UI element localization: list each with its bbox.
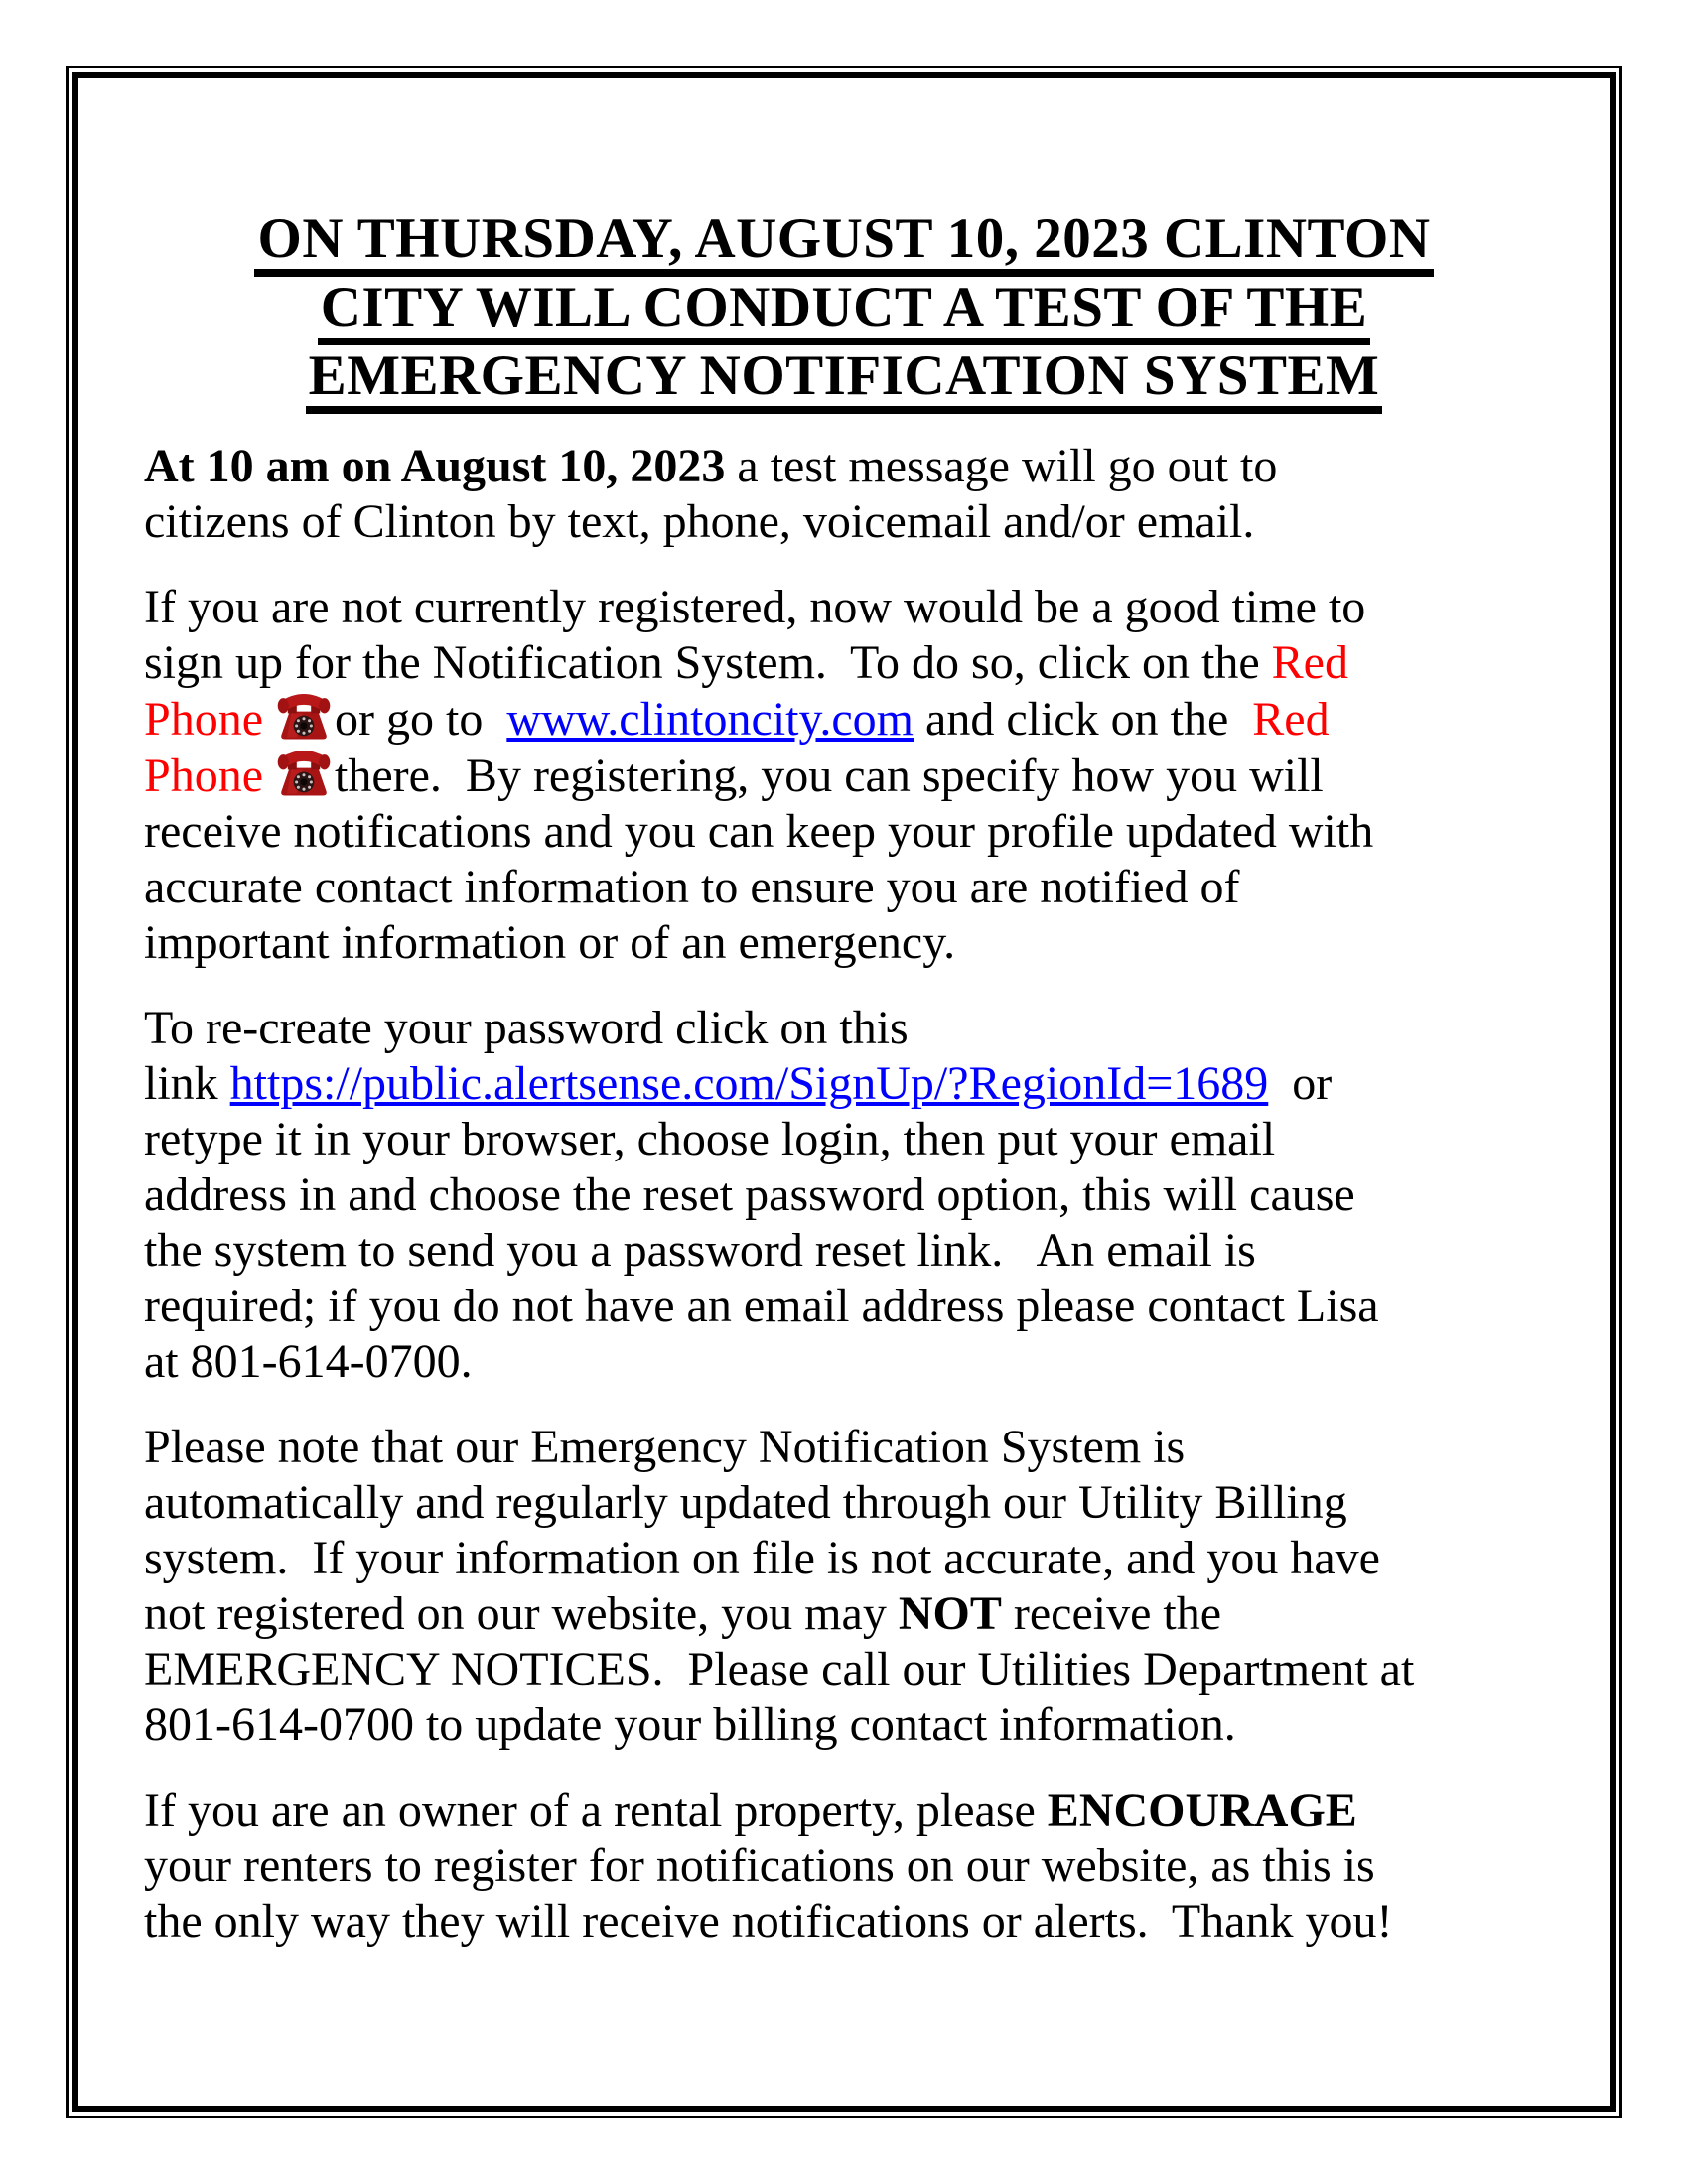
- text-line: [144, 1167, 1544, 1223]
- body-text: address in and choose the reset password option, this will cause: [144, 1168, 1355, 1221]
- text-line: [144, 1420, 1544, 1475]
- text-line: [144, 1223, 1544, 1279]
- text-line: [144, 635, 1544, 691]
- text-line: [144, 691, 1544, 748]
- body-text: the system to send you a password reset link. An email is: [144, 1224, 1256, 1277]
- body-text: there. By registering, you can specify how you will: [335, 750, 1324, 802]
- alertsense-link[interactable]: https://public.alertsense.com/SignUp/?RegionId=1689: [229, 1057, 1269, 1110]
- body-text: automatically and regularly updated through our Utility Billing: [144, 1476, 1347, 1529]
- document-body: [144, 207, 1544, 1979]
- body-text: citizens of Clinton by text, phone, voicemail and/or email.: [144, 495, 1255, 548]
- body-text: receive the: [1001, 1587, 1222, 1640]
- text-line: [144, 1642, 1544, 1698]
- bold-text: NOT: [898, 1587, 1002, 1640]
- title-line-text: CITY WILL CONDUCT A TEST OF THE: [318, 279, 1371, 345]
- text-line: [144, 1839, 1544, 1894]
- document-title: [144, 207, 1544, 414]
- paragraph-intro: [144, 439, 1544, 550]
- red-phone-icon: [277, 748, 331, 799]
- text-line: [144, 1894, 1544, 1950]
- paragraph-password-reset: [144, 1001, 1544, 1390]
- title-line: [144, 344, 1544, 414]
- text-line: [144, 1056, 1544, 1112]
- body-text: Please note that our Emergency Notification System is: [144, 1421, 1186, 1473]
- text-line: [144, 1475, 1544, 1531]
- body-text: a test message will go out to: [725, 440, 1278, 492]
- body-text: retype it in your browser, choose login, then put your email: [144, 1113, 1276, 1165]
- body-text: EMERGENCY NOTICES. Please call our Utilities Department at: [144, 1643, 1415, 1696]
- title-line: [144, 207, 1544, 277]
- red-text: Red: [1271, 636, 1348, 689]
- red-text: Phone: [144, 693, 275, 746]
- body-text: receive notifications and you can keep your profile updated with: [144, 805, 1374, 858]
- bold-text: At 10 am on August 10, 2023: [144, 440, 726, 492]
- text-line: [144, 748, 1544, 804]
- red-text: Phone: [144, 750, 275, 802]
- body-text: 801-614-0700 to update your billing contact information.: [144, 1699, 1236, 1751]
- text-line: [144, 1531, 1544, 1586]
- text-line: [144, 1586, 1544, 1642]
- body-text: the only way they will receive notifications or alerts. Thank you!: [144, 1895, 1393, 1948]
- body-text: sign up for the Notification System. To do so, click on the: [144, 636, 1272, 689]
- body-text: or: [1268, 1057, 1333, 1110]
- text-line: [144, 1001, 1544, 1056]
- text-line: [144, 1279, 1544, 1334]
- text-line: [144, 1334, 1544, 1390]
- body-text: link: [144, 1057, 230, 1110]
- body-text: To re-create your password click on this: [144, 1002, 909, 1054]
- red-text: Red: [1252, 693, 1330, 746]
- text-line: [144, 804, 1544, 860]
- body-text: system. If your information on file is not accurate, and you have: [144, 1532, 1380, 1584]
- body-text: accurate contact information to ensure you are notified of: [144, 861, 1240, 913]
- body-text: If you are not currently registered, now would be a good time to: [144, 581, 1366, 633]
- paragraph-registration: [144, 580, 1544, 971]
- red-phone-icon: [277, 691, 331, 743]
- body-text: your renters to register for notifications on our website, as this is: [144, 1840, 1375, 1892]
- title-line: [144, 276, 1544, 345]
- title-line-text: ON THURSDAY, AUGUST 10, 2023 CLINTON: [254, 210, 1433, 277]
- body-text: or go to: [335, 693, 507, 746]
- text-line: [144, 494, 1544, 550]
- text-line: [144, 915, 1544, 971]
- body-text: and click on the: [914, 693, 1253, 746]
- bold-text: ENCOURAGE: [1047, 1784, 1357, 1837]
- clintoncity-link[interactable]: www.clintoncity.com: [506, 693, 914, 746]
- body-text: at 801-614-0700.: [144, 1335, 473, 1388]
- title-line-text: EMERGENCY NOTIFICATION SYSTEM: [306, 347, 1383, 414]
- body-text: important information or of an emergency.: [144, 916, 956, 969]
- paragraph-rental-owners: [144, 1783, 1544, 1950]
- body-text: If you are an owner of a rental property, please: [144, 1784, 1048, 1837]
- text-line: [144, 1783, 1544, 1839]
- text-line: [144, 1698, 1544, 1753]
- text-line: [144, 580, 1544, 635]
- text-line: [144, 860, 1544, 915]
- text-line: [144, 1112, 1544, 1167]
- body-text: required; if you do not have an email address please contact Lisa: [144, 1280, 1379, 1332]
- paragraph-utility-billing: [144, 1420, 1544, 1753]
- body-text: not registered on our website, you may: [144, 1587, 899, 1640]
- text-line: [144, 439, 1544, 494]
